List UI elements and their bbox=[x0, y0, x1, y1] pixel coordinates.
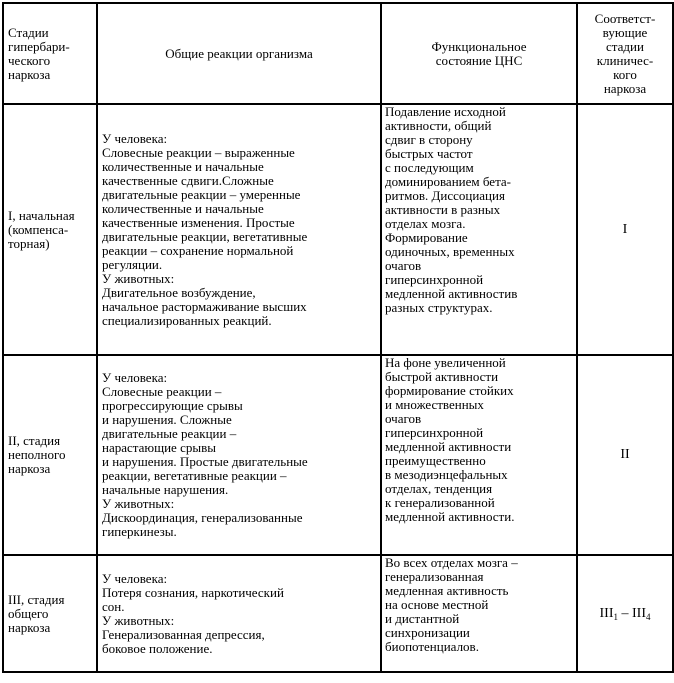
clinical-stage-cell: I bbox=[577, 104, 673, 355]
header-row bbox=[3, 3, 673, 104]
stage-cell: III, стадия общего наркоза bbox=[3, 555, 97, 672]
clinical-from: III bbox=[599, 605, 614, 621]
table-row bbox=[3, 355, 673, 555]
stage-cell: I, начальная (компенса- торная) bbox=[3, 104, 97, 355]
header-clinical: Соответст- вующие стадии клиничес- кого наркоза bbox=[577, 3, 673, 104]
cns-cell: Подавление исходной активности, общий сдвиг в сторону быстрых частот с последующим доминированием бета- ритмов. Диссоциация активности в разных отделах мозга. Формирование одиночных, временных очагов гиперсинхронной медленной активностив разных структурах. bbox=[381, 104, 577, 355]
clinical-sep: – bbox=[618, 605, 632, 621]
clinical-to: III bbox=[632, 605, 646, 621]
clinical-to-sub: 4 bbox=[646, 611, 651, 622]
anesthesia-stages-table bbox=[2, 2, 674, 673]
reactions-cell: У человека: Потеря сознания, наркотический сон. У животных: Генерализованная депрессия, боковое положение. bbox=[97, 555, 381, 672]
clinical-from-sub: 1 bbox=[613, 611, 618, 622]
header-stages: Стадии гипербари- ческого наркоза bbox=[3, 3, 97, 104]
header-reactions: Общие реакции организма bbox=[97, 3, 381, 104]
cns-cell: Во всех отделах мозга – генерализованная медленная активность на основе местной и дистантной синхронизации биопотенциалов. bbox=[381, 555, 577, 672]
stage-cell: II, стадия неполного наркоза bbox=[3, 355, 97, 555]
clinical-stage-cell: II bbox=[577, 355, 673, 555]
reactions-cell: У человека: Словесные реакции – прогрессирующие срывы и нарушения. Сложные двигательные реакции – нарастающие срывы и нарушения. Простые двигательные реакции, вегетативные реакции – начальные нарушения. У животных: Дискоординация, генерализованные гиперкинезы. bbox=[97, 355, 381, 555]
table-row bbox=[3, 104, 673, 355]
clinical-stage-cell bbox=[577, 555, 673, 672]
cns-cell: На фоне увеличенной быстрой активности формирование стойких и множественных очагов гиперсинхронной медленной активности преимущественно в мезодиэнцефальных отделах, тенденция к генерализованной медленной активности. bbox=[381, 355, 577, 555]
header-cns: Функциональное состояние ЦНС bbox=[381, 3, 577, 104]
table-row bbox=[3, 555, 673, 672]
reactions-cell: У человека: Словесные реакции – выраженные количественные и начальные качественные сдвиги.Сложные двигательные реакции – умеренные количественные и начальные качественные изменения. Простые двигательные реакции, вегетативные реакции – сохранение нормальной регуляции. У животных: Двигательное возбуждение, начальное растормаживание высших специализированных реакций. bbox=[97, 104, 381, 355]
